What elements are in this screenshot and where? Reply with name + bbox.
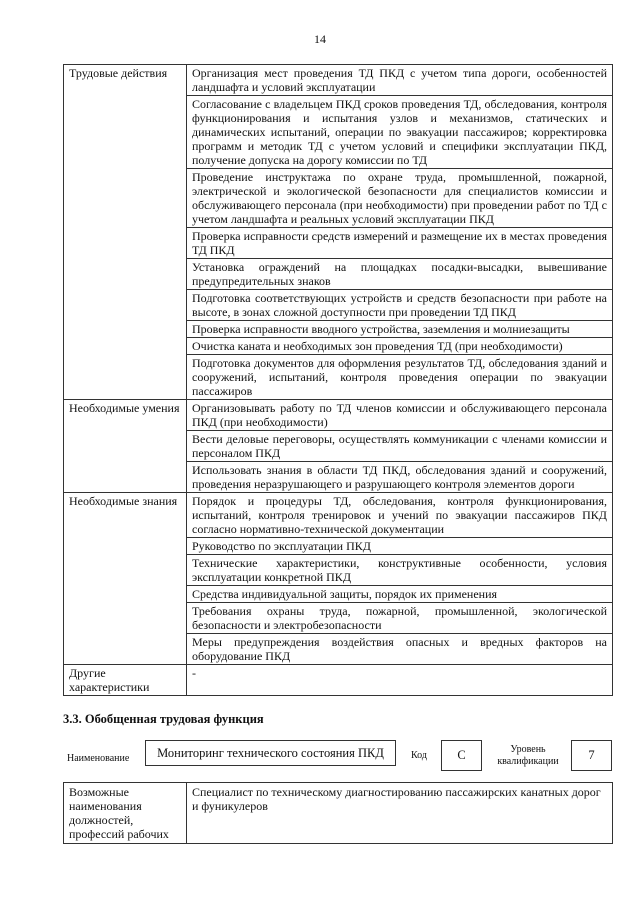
row-label-labor-actions: Трудовые действия [64,65,187,400]
table-row [64,400,613,431]
table-row [64,665,613,696]
name-value-box: Мониторинг технического состояния ПКД [145,740,396,766]
knowledge-item: Средства индивидуальной защиты, порядок их применения [187,586,613,603]
code-label: Код [411,750,427,761]
code-value-box: C [441,740,482,771]
labor-action-item: Согласование с владельцем ПКД сроков проведения ТД, обследования, контроля функционирования и испытания узлов и механизмов, статических и динамических испытаний, операции по эвакуации пассажиров; корректировка программ и методик ТД с учетом условий и специфики эксплуатации ПКД, получение допуска на дорогу комиссии по ТД [187,96,613,169]
page-number: 14 [314,32,326,46]
labor-action-item: Проведение инструктажа по охране труда, промышленной, пожарной, электрической и экологической безопасности для специалистов комиссии и обслуживающего персонала (при необходимости) при проведении работ по ТД с учетом ландшафта и реальных условий эксплуатации ПКД [187,169,613,228]
table-row [64,493,613,538]
labor-action-item: Очистка каната и необходимых зон проведения ТД (при необходимости) [187,338,613,355]
skill-item: Использовать знания в области ТД ПКД, обследования зданий и сооружений, проведения неразрушающего и разрушающего контроля элементов дороги [187,462,613,493]
row-label-required-knowledge: Необходимые знания [64,493,187,665]
other-characteristics-value: - [187,665,613,696]
section-heading: 3.3. Обобщенная трудовая функция [63,712,264,726]
positions-table [63,782,613,844]
table-row [64,783,613,844]
table-row [64,65,613,96]
labor-action-item: Проверка исправности вводного устройства, заземления и молниезащиты [187,321,613,338]
level-value-box: 7 [571,740,612,771]
skill-item: Вести деловые переговоры, осуществлять коммуникации с членами комиссии и персоналом ПКД [187,431,613,462]
positions-label: Возможные наименования должностей, профессий рабочих [64,783,187,844]
row-label-other-characteristics: Другие характеристики [64,665,187,696]
knowledge-item: Порядок и процедуры ТД, обследования, контроля функционирования, испытаний, контроля тренировок и учений по эвакуации пассажиров ПКД согласно нормативно-технической документации [187,493,613,538]
knowledge-item: Требования охраны труда, пожарной, промышленной, экологической безопасности и электробезопасности [187,603,613,634]
labor-action-item: Проверка исправности средств измерений и размещение их в местах проведения ТД ПКД [187,228,613,259]
knowledge-item: Руководство по эксплуатации ПКД [187,538,613,555]
level-label: Уровень квалификации [497,744,559,767]
name-label: Наименование [67,753,130,764]
labor-action-item: Подготовка соответствующих устройств и средств безопасности при работе на высоте, в зонах сложной доступности при проведении ТД ПКД [187,290,613,321]
knowledge-item: Технические характеристики, конструктивные особенности, условия эксплуатации конкретной ПКД [187,555,613,586]
row-label-required-skills: Необходимые умения [64,400,187,493]
generalized-function-row [0,740,640,780]
labor-action-item: Организация мест проведения ТД ПКД с учетом типа дороги, особенностей ландшафта и условий эксплуатации [187,65,613,96]
qualification-table [63,64,613,696]
skill-item: Организовывать работу по ТД членов комиссии и обслуживающего персонала ПКД (при необходимости) [187,400,613,431]
labor-action-item: Установка ограждений на площадках посадки-высадки, вывешивание предупредительных знаков [187,259,613,290]
knowledge-item: Меры предупреждения воздействия опасных и вредных факторов на оборудование ПКД [187,634,613,665]
positions-value: Специалист по техническому диагностированию пассажирских канатных дорог и фуникулеров [187,783,613,844]
labor-action-item: Подготовка документов для оформления результатов ТД, обследования зданий и сооружений, испытаний, контроля проведения операции по эвакуации пассажиров [187,355,613,400]
